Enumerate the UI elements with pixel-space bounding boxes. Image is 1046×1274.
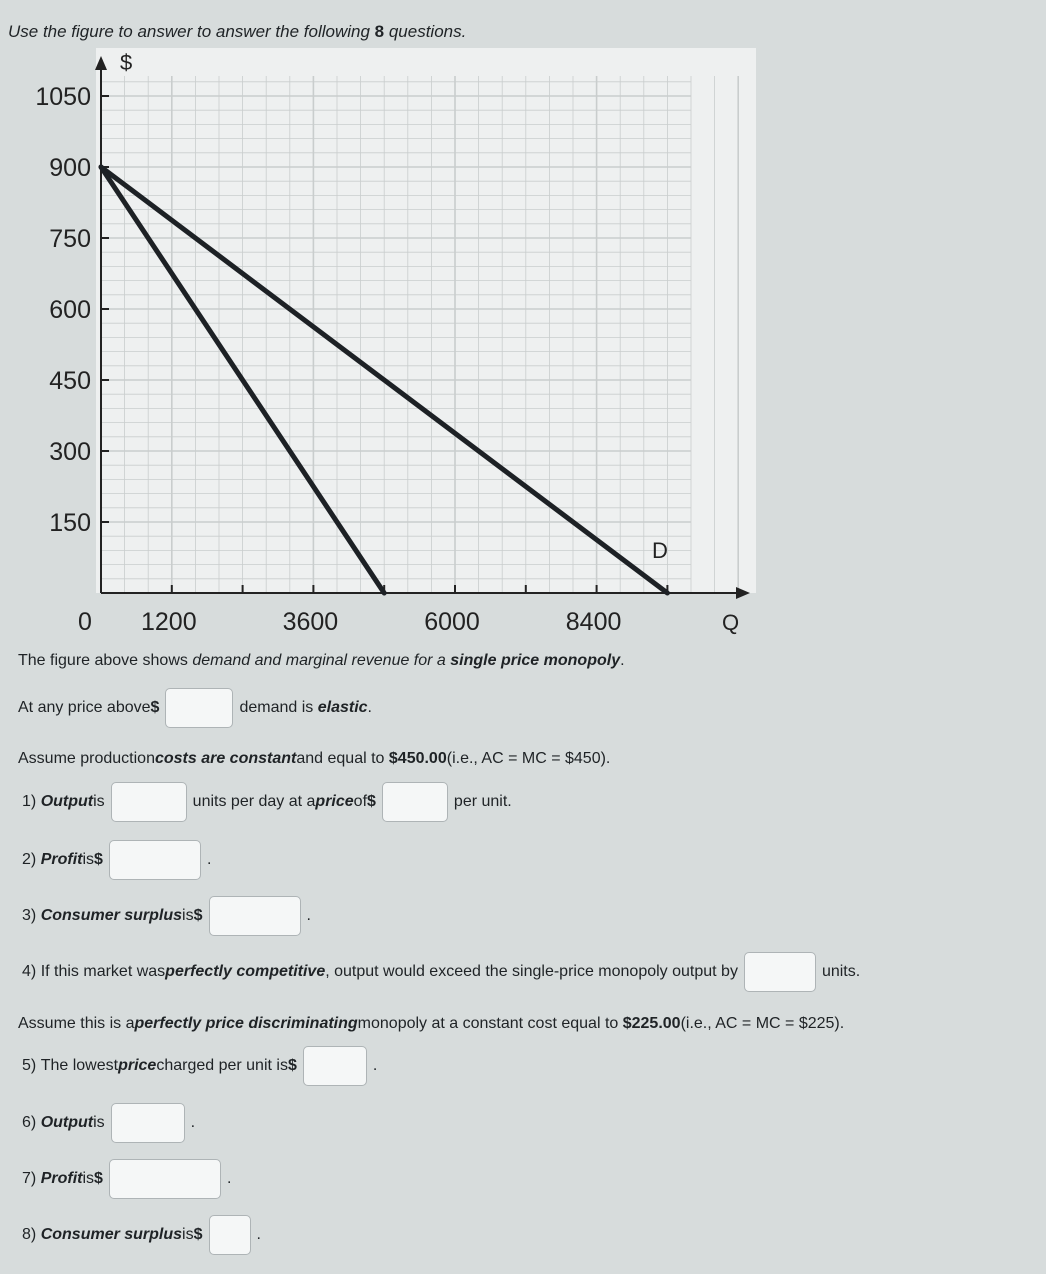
assume1-c: and equal to xyxy=(296,750,385,767)
elastic-end: . xyxy=(367,699,372,716)
elastic-question xyxy=(18,688,372,728)
q3-label: Consumer surplus xyxy=(40,907,183,924)
q7-dollar: $ xyxy=(94,1170,103,1187)
assume2-c: monopoly at a constant cost equal to xyxy=(357,1015,619,1032)
q1-output-input[interactable] xyxy=(111,782,187,822)
demand-mr-chart xyxy=(0,40,780,650)
assume1-e: (i.e., AC = MC = $450). xyxy=(446,750,611,767)
question-6 xyxy=(22,1103,195,1143)
q1-label: Output xyxy=(40,793,94,810)
q3-consumer-surplus-input[interactable] xyxy=(209,896,301,936)
assume2-d: $225.00 xyxy=(622,1015,681,1032)
q7-label: Profit xyxy=(40,1170,83,1187)
assume2-a: Assume this is a xyxy=(18,1015,135,1032)
q4-num: 4) xyxy=(22,963,37,980)
q5-lowest-price-input[interactable] xyxy=(303,1046,367,1086)
q2-profit-input[interactable] xyxy=(109,840,201,880)
question-5 xyxy=(22,1046,377,1086)
q1-label2: price xyxy=(315,793,354,810)
q2-dollar: $ xyxy=(94,851,103,868)
question-count: 8 xyxy=(374,22,385,41)
q1-mid: is xyxy=(93,793,105,810)
q4-end: units. xyxy=(821,963,861,980)
question-3 xyxy=(22,896,311,936)
q4-pre: If this market was xyxy=(40,963,166,980)
y-axis-title: $ xyxy=(120,50,133,75)
y-tick-label: 1050 xyxy=(35,83,91,111)
caption-prefix: The figure above shows xyxy=(18,652,188,669)
q8-end: . xyxy=(256,1226,261,1243)
q4-output-diff-input[interactable] xyxy=(744,952,816,992)
q5-label: price xyxy=(118,1057,157,1074)
q4-label: perfectly competitive xyxy=(165,963,326,980)
y-tick-label: 750 xyxy=(49,225,91,253)
question-7 xyxy=(22,1159,231,1199)
q8-label: Consumer surplus xyxy=(40,1226,183,1243)
caption-bold: single price monopoly xyxy=(450,652,621,669)
q1-price-input[interactable] xyxy=(382,782,448,822)
q5-pre: The lowest xyxy=(40,1057,119,1074)
x-tick-label: 6000 xyxy=(424,608,480,636)
q3-dollar: $ xyxy=(193,907,203,924)
question-4 xyxy=(22,952,860,992)
assume2-b: perfectly price discriminating xyxy=(134,1015,358,1032)
question-2 xyxy=(22,840,211,880)
q8-dollar: $ xyxy=(193,1226,203,1243)
q6-label: Output xyxy=(40,1114,94,1131)
elastic-mid: demand is xyxy=(239,699,314,716)
q6-num: 6) xyxy=(22,1114,37,1131)
q6-mid: is xyxy=(93,1114,105,1131)
x-tick-label: 1200 xyxy=(140,608,197,636)
elastic-dollar: $ xyxy=(150,699,160,716)
assume1-d: $450.00 xyxy=(388,750,447,767)
instructions-prefix: Use the figure to answer to answer the following xyxy=(8,22,375,41)
q1-end: per unit. xyxy=(453,793,512,810)
q6-output-input[interactable] xyxy=(111,1103,185,1143)
y-tick-label: 600 xyxy=(49,296,91,324)
question-8 xyxy=(22,1215,261,1255)
assumption-discriminating xyxy=(18,1013,844,1035)
assume2-e: (i.e., AC = MC = $225). xyxy=(680,1015,845,1032)
q5-num: 5) xyxy=(22,1057,37,1074)
q7-end: . xyxy=(226,1170,232,1187)
x-tick-label: 8400 xyxy=(565,608,622,636)
q5-dollar: $ xyxy=(287,1057,297,1074)
q3-mid: is xyxy=(182,907,194,924)
q2-mid: is xyxy=(82,851,95,868)
y-tick-label: 900 xyxy=(49,154,91,182)
x-axis-title: Q xyxy=(722,610,740,635)
instructions xyxy=(8,22,466,42)
question-1 xyxy=(22,782,512,822)
elastic-word: elastic xyxy=(317,699,368,716)
instructions-suffix: questions. xyxy=(384,22,467,41)
q5-end: . xyxy=(372,1057,378,1074)
q8-mid: is xyxy=(182,1226,194,1243)
x-tick-label: 0 xyxy=(78,608,92,636)
y-tick-label: 300 xyxy=(49,438,91,466)
demand-curve-label: D xyxy=(652,538,668,563)
q5-mid: charged per unit is xyxy=(156,1057,288,1074)
q1-num: 1) xyxy=(22,793,37,810)
y-tick-labels xyxy=(35,83,91,537)
q7-mid: is xyxy=(82,1170,95,1187)
q6-end: . xyxy=(190,1114,196,1131)
assume1-a: Assume production xyxy=(18,750,155,767)
assume1-b: costs are constant xyxy=(154,750,297,767)
caption-suffix: . xyxy=(620,652,625,669)
q2-end: . xyxy=(206,851,212,868)
q3-end: . xyxy=(306,907,311,924)
q2-num: 2) xyxy=(22,851,37,868)
q4-mid: , output would exceed the single-price monopoly output by xyxy=(325,963,738,980)
q1-mid2: of xyxy=(353,793,368,810)
elastic-price-input[interactable] xyxy=(165,688,233,728)
caption-em: demand and marginal revenue for a xyxy=(192,652,446,669)
q8-consumer-surplus-input[interactable] xyxy=(209,1215,251,1255)
x-tick-labels xyxy=(78,608,621,636)
q1-after: units per day at a xyxy=(192,793,316,810)
q3-num: 3) xyxy=(22,907,37,924)
q7-num: 7) xyxy=(22,1170,37,1187)
q1-dollar: $ xyxy=(367,793,376,810)
elastic-prefix: At any price above xyxy=(18,699,151,716)
x-tick-label: 3600 xyxy=(282,608,339,636)
figure-caption xyxy=(18,652,625,670)
y-tick-label: 450 xyxy=(49,367,91,395)
q7-profit-input[interactable] xyxy=(109,1159,221,1199)
y-tick-label: 150 xyxy=(49,509,91,537)
q8-num: 8) xyxy=(22,1226,37,1243)
assumption-single-price xyxy=(18,748,610,770)
q2-label: Profit xyxy=(40,851,83,868)
